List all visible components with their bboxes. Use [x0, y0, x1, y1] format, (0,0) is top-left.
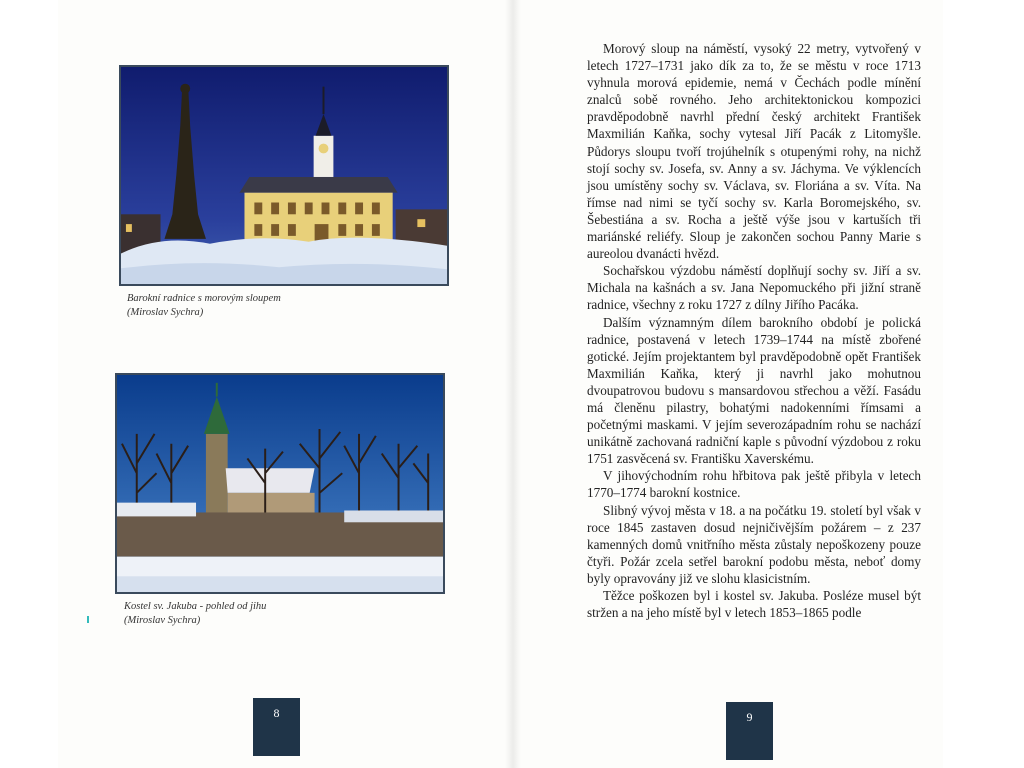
photo-town-hall: [119, 65, 449, 286]
book-gutter: [505, 0, 521, 768]
town-hall-image: [121, 67, 447, 284]
paragraph: Těžce poškozen byl i kostel sv. Jakuba. Posléze musel být stržen a na jeho místě byl v letech 1853–1865 podle: [587, 588, 921, 621]
paragraph: Sochařskou výzdobu náměstí doplňují sochy sv. Jiří a sv. Michala na kašnách a sv. Jana Nepomuckého při jižní straně radnice, všechny z roku 1727 z dílny Jiřího Pacáka.: [587, 263, 921, 313]
photo-church: [115, 373, 445, 594]
paragraph: Slibný vývoj města v 18. a na počátku 19. století byl však v roce 1845 zastaven dosud nejničivějším požárem – z 237 kamenných domů vnitřního města zůstaly nepoškozeny pouze čtyři. Požár zcela setřel barokní podobu města, neboť domy byly opravovány již ve slohu klasicistním.: [587, 502, 921, 586]
paragraph: V jihovýchodním rohu hřbitova pak ještě přibyla v letech 1770–1774 barokní kostnice.: [587, 468, 921, 501]
paragraph: Morový sloup na náměstí, vysoký 22 metry, vytvořený v letech 1727–1731 jako dík za to, že se městu v roce 1713 vyhnula morová epidemie, nemá v Čechách podle mínění znalců sobě rovného. Jeho architektonickou kompozici pravděpodobně navrhl přední český architekt František Maxmilián Kaňka, sochy vytesal Jiří Pacák z Litomyšle. Půdorys sloupu tvoří trojúhelník s otupenými rohy, na nichž stojí sochy sv. Josefa, sv. Anny a sv. Jáchyma. Ve výklencích jsou umístěny sochy sv. Václava, sv. Floriána a sv. Víta. Na římse nad nimi se tyčí sochy sv. Karla Boromejského, sv. Šebestiána a sv. Rocha a ještě výše jsou v kartuších tři mariánské reliéfy. Sloup je zakončen sochou Panny Marie s aureolou dvanácti hvězd.: [587, 41, 921, 262]
paragraph: Dalším významným dílem barokního období je polická radnice, postavená v letech 1739–1744 na místě zbořené gotické. Jejím projektantem byl pravděpodobně opět František Maxmilián Kaňka, který ji navrhl jako mohutnou dvoupatrovou budovu s mansardovou střechou a věží. Fasádu má členěnu pilastry, bohatými nadokenními římsami a početnými maskami. V jejím severozápadním rohu se nachází unikátně zachovaná radniční kaple s původní výzdobou z roku 1751 zasvěcená sv. Františku Xaverskému.: [587, 314, 921, 467]
caption-church: [124, 600, 266, 628]
caption-credit: (Miroslav Sychra): [124, 615, 201, 626]
body-text: [587, 40, 921, 621]
caption-town-hall: [127, 292, 281, 320]
caption-credit: (Miroslav Sychra): [127, 307, 204, 318]
church-image: [117, 375, 443, 592]
caption-title: Kostel sv. Jakuba - pohled od jihu: [124, 601, 267, 612]
margin-mark: [87, 616, 89, 623]
page-number-left: 8: [253, 698, 300, 756]
caption-title: Barokní radnice s morovým sloupem: [127, 293, 281, 304]
page-number-right: 9: [726, 702, 773, 760]
